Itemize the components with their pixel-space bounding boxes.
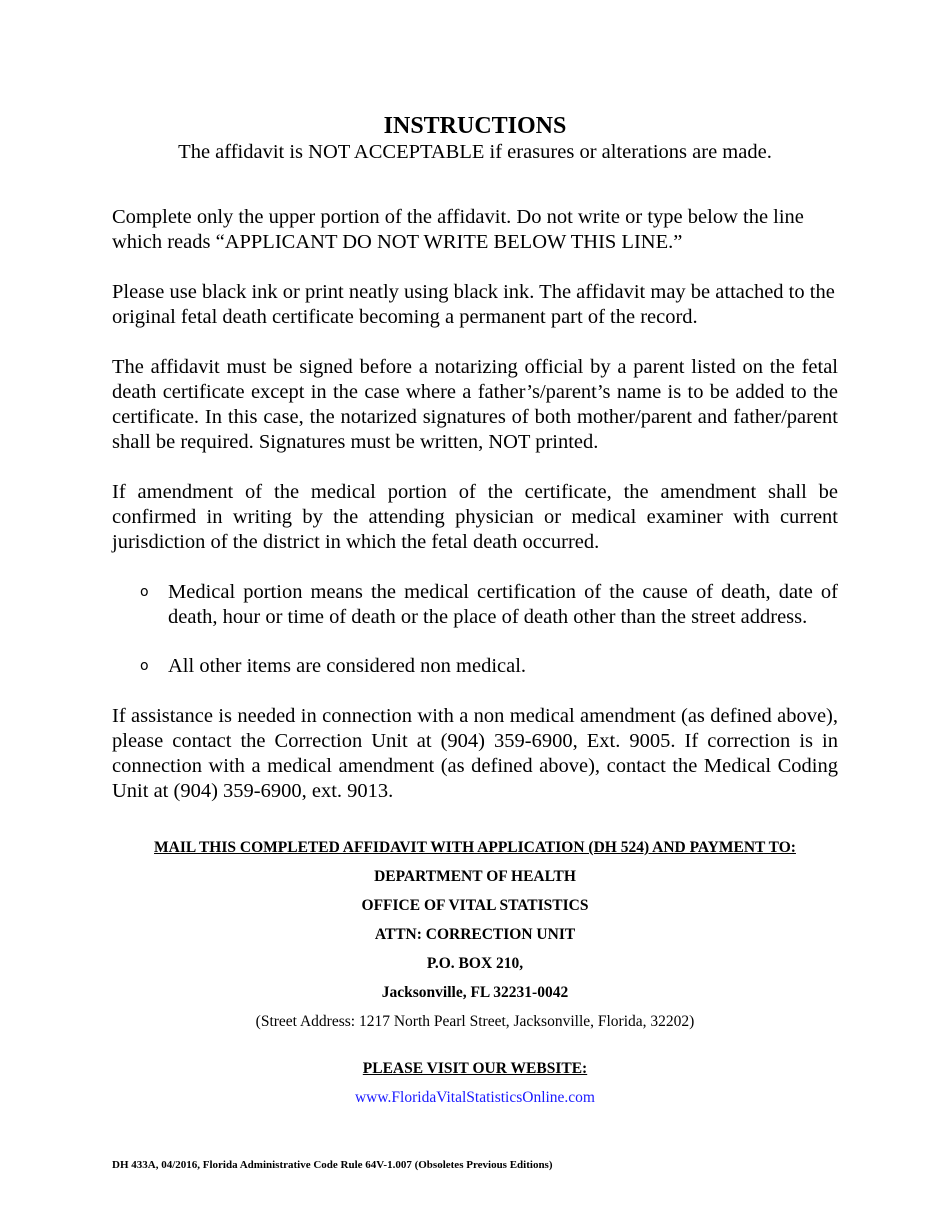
- list-item: [140, 654, 838, 679]
- bullet-text-medical-portion: Medical portion means the medical certification of the cause of death, date of death, hour or time of death or the place of death other than the street address.: [168, 581, 838, 628]
- paragraph-assistance-contact: If assistance is needed in connection with a non medical amendment (as defined above), please contact the Correction Unit at (904) 359-6900, Ext. 9005. If correction is in connection with a medical amendment (as defined above), contact the Medical Coding Unit at (904) 359-6900, ext. 9013.: [112, 705, 838, 802]
- paragraph-medical-amendment: If amendment of the medical portion of the certificate, the amendment shall be confirmed in writing by the attending physician or medical examiner with current jurisdiction of the district in which the fetal death occurred.: [112, 481, 838, 553]
- website-link[interactable]: www.FloridaVitalStatisticsOnline.com: [354, 1089, 595, 1106]
- page-title: INSTRUCTIONS: [383, 113, 567, 139]
- bullet-circle-icon: o: [140, 584, 149, 600]
- list-item: [140, 580, 838, 630]
- bullet-circle-icon: o: [140, 658, 149, 674]
- bullet-text-non-medical: All other items are considered non medical.: [168, 655, 527, 677]
- paragraph-complete-upper-portion: Complete only the upper portion of the affidavit. Do not write or type below the line which reads “APPLICANT DO NOT WRITE BELOW THIS LINE.”: [112, 206, 804, 253]
- mail-address-line: OFFICE OF VITAL STATISTICS: [361, 897, 589, 914]
- mail-address-line: P.O. BOX 210,: [426, 955, 524, 972]
- mail-address-line: ATTN: CORRECTION UNIT: [374, 926, 576, 943]
- paragraph-signature-requirements: The affidavit must be signed before a notarizing official by a parent listed on the fetal death certificate except in the case where a father’s/parent’s name is to be added to the certificate. In this case, the notarized signatures of both mother/parent and father/parent shall be required. Signatures must be written, NOT printed.: [112, 356, 838, 453]
- street-address: (Street Address: 1217 North Pearl Street, Jacksonville, Florida, 32202): [255, 1013, 695, 1030]
- website-heading: PLEASE VISIT OUR WEBSITE:: [362, 1060, 588, 1077]
- form-footer: DH 433A, 04/2016, Florida Administrative Code Rule 64V-1.007 (Obsoletes Previous Editions): [112, 1159, 553, 1171]
- mail-address-line: DEPARTMENT OF HEALTH: [374, 868, 576, 885]
- mail-heading: MAIL THIS COMPLETED AFFIDAVIT WITH APPLICATION (DH 524) AND PAYMENT TO:: [154, 839, 796, 856]
- mail-address-line: Jacksonville, FL 32231-0042: [381, 984, 569, 1001]
- website-line: [0, 1088, 950, 1108]
- page-subtitle: The affidavit is NOT ACCEPTABLE if erasures or alterations are made.: [178, 141, 772, 163]
- paragraph-black-ink: Please use black ink or print neatly using black ink. The affidavit may be attached to the original fetal death certificate becoming a permanent part of the record.: [112, 281, 835, 328]
